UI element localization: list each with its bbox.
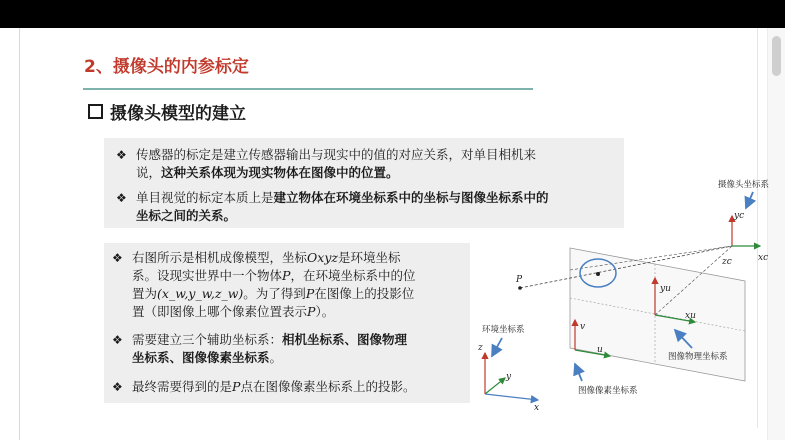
world-label-arrow bbox=[492, 338, 502, 356]
text-box-2 bbox=[104, 243, 470, 403]
section-title: 2、摄像头的内参标定 bbox=[84, 57, 249, 77]
scroll-thumb[interactable] bbox=[772, 36, 781, 76]
bullet-bold-text: 坐标系、图像像素坐标系 bbox=[132, 350, 270, 365]
diamond-bullet-icon: ❖ bbox=[112, 333, 123, 347]
diamond-bullet-icon: ❖ bbox=[112, 251, 123, 265]
pixel-coord-label: 图像像素坐标系 bbox=[578, 386, 638, 396]
bullet-bold-text: 相机坐标系、图像物理 bbox=[282, 332, 408, 347]
subhead bbox=[88, 99, 246, 124]
bullet-bold-text: 坐标之间的关系。 bbox=[136, 208, 237, 223]
point-p-label: P bbox=[516, 275, 523, 285]
label-zc: zc bbox=[722, 257, 732, 267]
world-coord-label: 环境坐标系 bbox=[482, 325, 525, 335]
top-black-bar bbox=[0, 0, 785, 28]
bullet-line: 传感器的标定是建立传感器输出与现实中的值的对应关系，对单目相机来 bbox=[136, 147, 537, 162]
label-v: v bbox=[580, 322, 586, 332]
point-p bbox=[518, 286, 522, 290]
left-divider bbox=[19, 28, 20, 440]
bullet-bold-text: 建立物体在环境坐标系中的坐标与图像坐标系中的 bbox=[273, 190, 549, 205]
pixel-label-arrow bbox=[575, 364, 582, 381]
subhead-text: 摄像头模型的建立 bbox=[110, 104, 246, 124]
diamond-bullet-icon: ❖ bbox=[116, 148, 127, 162]
bullet-text: ）。 bbox=[315, 304, 335, 319]
label-xu: xu bbox=[685, 311, 696, 321]
bullet-text: 置（即图像上哪个像素位置表示 bbox=[132, 304, 308, 319]
math-text: Oxyz bbox=[307, 250, 338, 265]
projected-point bbox=[596, 272, 600, 276]
bullet-item bbox=[112, 331, 407, 367]
math-text: P bbox=[307, 304, 316, 319]
world-x-axis bbox=[485, 394, 538, 400]
bullet-text: 说， bbox=[136, 165, 162, 180]
label-y: y bbox=[506, 372, 512, 382]
math-text: P bbox=[282, 268, 291, 283]
world-y-axis bbox=[485, 378, 505, 394]
camera-model-diagram bbox=[470, 168, 770, 418]
diamond-bullet-icon: ❖ bbox=[116, 191, 127, 205]
label-xc: xc bbox=[758, 253, 769, 263]
label-yc: yc bbox=[734, 211, 745, 221]
image-phys-coord-label: 图像物理坐标系 bbox=[668, 352, 728, 362]
bullet-text: 在图像上的投影位 bbox=[314, 286, 415, 301]
bullet-text: ，在环境坐标系中的位 bbox=[290, 268, 416, 283]
bullet-text: 。 bbox=[269, 350, 283, 365]
bullet-text: 需要建立三个辅助坐标系： bbox=[132, 332, 283, 347]
checkbox-icon bbox=[88, 104, 103, 119]
label-u: u bbox=[597, 345, 603, 355]
math-text: (x_w,y_w,z_w) bbox=[157, 286, 244, 301]
diamond-bullet-icon: ❖ bbox=[112, 380, 123, 394]
bullet-text: 点在图像像素坐标系上的投影。 bbox=[240, 379, 416, 394]
math-text: P bbox=[305, 286, 315, 301]
bullet-text: 右图所示是相机成像模型，坐标 bbox=[132, 250, 308, 265]
camera-label-arrow bbox=[746, 192, 753, 208]
title-underline bbox=[83, 88, 533, 90]
camera-coord-label: 摄像头坐标系 bbox=[718, 180, 770, 190]
bullet-text: 系。设现实世界中一个物体 bbox=[132, 268, 283, 283]
bullet-text: 置为 bbox=[132, 286, 158, 301]
label-z: z bbox=[478, 343, 483, 353]
label-x: x bbox=[534, 403, 540, 413]
bullet-bold-text: 这种关系体现为现实物体在图像中的位置。 bbox=[161, 165, 399, 180]
bullet-item bbox=[112, 249, 415, 321]
bullet-text: 是环境坐标 bbox=[337, 250, 401, 265]
bullet-text: 最终需要得到的是 bbox=[132, 379, 233, 394]
math-text: P bbox=[232, 379, 241, 394]
bullet-text: 单目视觉的标定本质上是 bbox=[136, 190, 274, 205]
bullet-item bbox=[112, 378, 415, 396]
bullet-text: 。为了得到 bbox=[243, 286, 306, 301]
label-yu: yu bbox=[660, 284, 671, 294]
